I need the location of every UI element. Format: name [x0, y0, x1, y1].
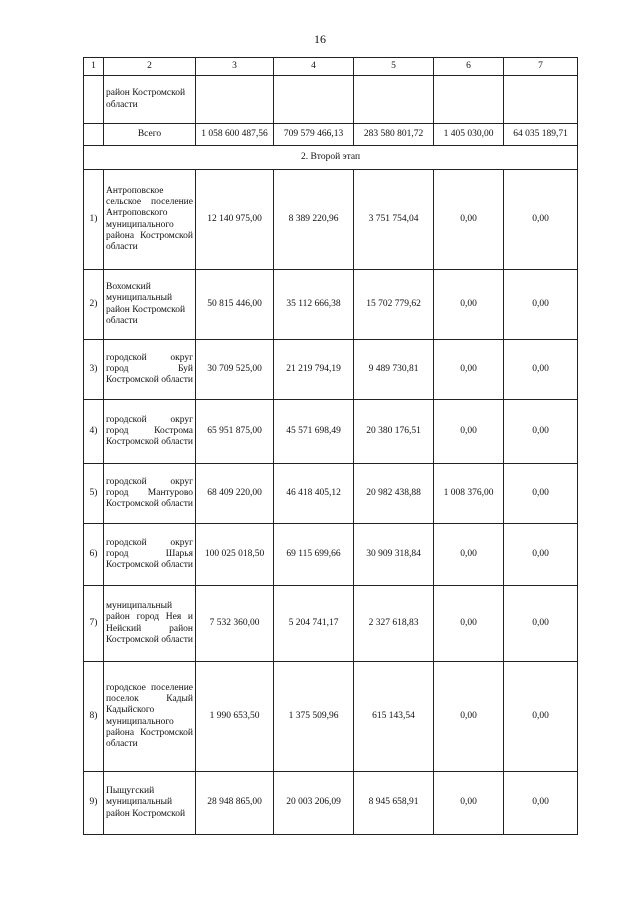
- row-value: 12 140 975,00: [196, 170, 274, 270]
- continuation-row: [84, 76, 578, 124]
- column-header: 3: [196, 58, 274, 76]
- row-value: 0,00: [434, 524, 504, 586]
- row-value: 15 702 779,62: [354, 270, 434, 340]
- row-value: 1 008 376,00: [434, 464, 504, 524]
- column-header: 7: [504, 58, 578, 76]
- row-value: 68 409 220,00: [196, 464, 274, 524]
- row-value: 0,00: [504, 662, 578, 772]
- table-row: [84, 524, 578, 586]
- row-value: 0,00: [504, 772, 578, 835]
- row-name: муниципальный район город Нея и Нейский район Костромской области: [104, 586, 196, 662]
- row-value: 50 815 446,00: [196, 270, 274, 340]
- row-value: 0,00: [504, 464, 578, 524]
- row-value: 30 909 318,84: [354, 524, 434, 586]
- stage-title: 2. Второй этап: [84, 146, 578, 170]
- column-header: 6: [434, 58, 504, 76]
- row-value: 5 204 741,17: [274, 586, 354, 662]
- row-name: городской округ город Буй Костромской области: [104, 340, 196, 400]
- row-index: 4): [84, 400, 104, 464]
- row-value: 0,00: [434, 270, 504, 340]
- total-value: 1 058 600 487,56: [196, 124, 274, 146]
- total-value: 709 579 466,13: [274, 124, 354, 146]
- row-name: городское поселение поселок Кадый Кадыйского муниципального района Костромской области: [104, 662, 196, 772]
- table-row: [84, 662, 578, 772]
- row-value: 100 025 018,50: [196, 524, 274, 586]
- row-value: 20 003 206,09: [274, 772, 354, 835]
- table-row: [84, 340, 578, 400]
- row-value: 28 948 865,00: [196, 772, 274, 835]
- row-index: 7): [84, 586, 104, 662]
- row-index: 5): [84, 464, 104, 524]
- row-value: 0,00: [434, 772, 504, 835]
- continuation-name: район Костромской области: [104, 76, 196, 124]
- row-name: Антроповское сельское поселение Антроповского муниципального района Костромской области: [104, 170, 196, 270]
- table-row: [84, 586, 578, 662]
- row-value: 1 990 653,50: [196, 662, 274, 772]
- row-value: 20 982 438,88: [354, 464, 434, 524]
- row-name: городской округ город Шарья Костромской области: [104, 524, 196, 586]
- row-value: 69 115 699,66: [274, 524, 354, 586]
- row-value: 0,00: [504, 270, 578, 340]
- total-value: 283 580 801,72: [354, 124, 434, 146]
- row-value: 2 327 618,83: [354, 586, 434, 662]
- row-value: 45 571 698,49: [274, 400, 354, 464]
- row-value: 20 380 176,51: [354, 400, 434, 464]
- row-value: 9 489 730,81: [354, 340, 434, 400]
- total-value: 1 405 030,00: [434, 124, 504, 146]
- row-value: 0,00: [504, 586, 578, 662]
- allocation-table: [83, 57, 578, 835]
- total-row: [84, 124, 578, 146]
- row-name: Вохомский муниципальный район Костромской области: [104, 270, 196, 340]
- row-value: 65 951 875,00: [196, 400, 274, 464]
- column-number-row: [84, 58, 578, 76]
- row-value: 0,00: [434, 340, 504, 400]
- column-header: 4: [274, 58, 354, 76]
- row-name: городской округ город Кострома Костромской области: [104, 400, 196, 464]
- row-index: 9): [84, 772, 104, 835]
- row-index: 6): [84, 524, 104, 586]
- total-value: 64 035 189,71: [504, 124, 578, 146]
- table-row: [84, 772, 578, 835]
- page-number: 16: [314, 32, 326, 46]
- row-value: 0,00: [434, 586, 504, 662]
- row-value: 0,00: [504, 524, 578, 586]
- column-header: 2: [104, 58, 196, 76]
- row-value: 615 143,54: [354, 662, 434, 772]
- row-index: 8): [84, 662, 104, 772]
- row-index: 3): [84, 340, 104, 400]
- row-name: городской округ город Мантурово Костромской области: [104, 464, 196, 524]
- row-name: Пыщугский муниципальный район Костромской: [104, 772, 196, 835]
- table-row: [84, 464, 578, 524]
- row-value: 0,00: [504, 400, 578, 464]
- table-row: [84, 170, 578, 270]
- row-value: 0,00: [434, 400, 504, 464]
- row-value: 0,00: [434, 662, 504, 772]
- row-value: 21 219 794,19: [274, 340, 354, 400]
- row-value: 3 751 754,04: [354, 170, 434, 270]
- row-value: 8 389 220,96: [274, 170, 354, 270]
- column-header: 1: [84, 58, 104, 76]
- row-value: 0,00: [434, 170, 504, 270]
- total-label: Всего: [104, 124, 196, 146]
- row-value: 35 112 666,38: [274, 270, 354, 340]
- column-header: 5: [354, 58, 434, 76]
- stage-row: [84, 146, 578, 170]
- row-value: 1 375 509,96: [274, 662, 354, 772]
- row-value: 0,00: [504, 340, 578, 400]
- row-value: 30 709 525,00: [196, 340, 274, 400]
- table-row: [84, 270, 578, 340]
- row-value: 7 532 360,00: [196, 586, 274, 662]
- row-value: 0,00: [504, 170, 578, 270]
- table-row: [84, 400, 578, 464]
- row-index: 2): [84, 270, 104, 340]
- row-index: 1): [84, 170, 104, 270]
- row-value: 46 418 405,12: [274, 464, 354, 524]
- row-value: 8 945 658,91: [354, 772, 434, 835]
